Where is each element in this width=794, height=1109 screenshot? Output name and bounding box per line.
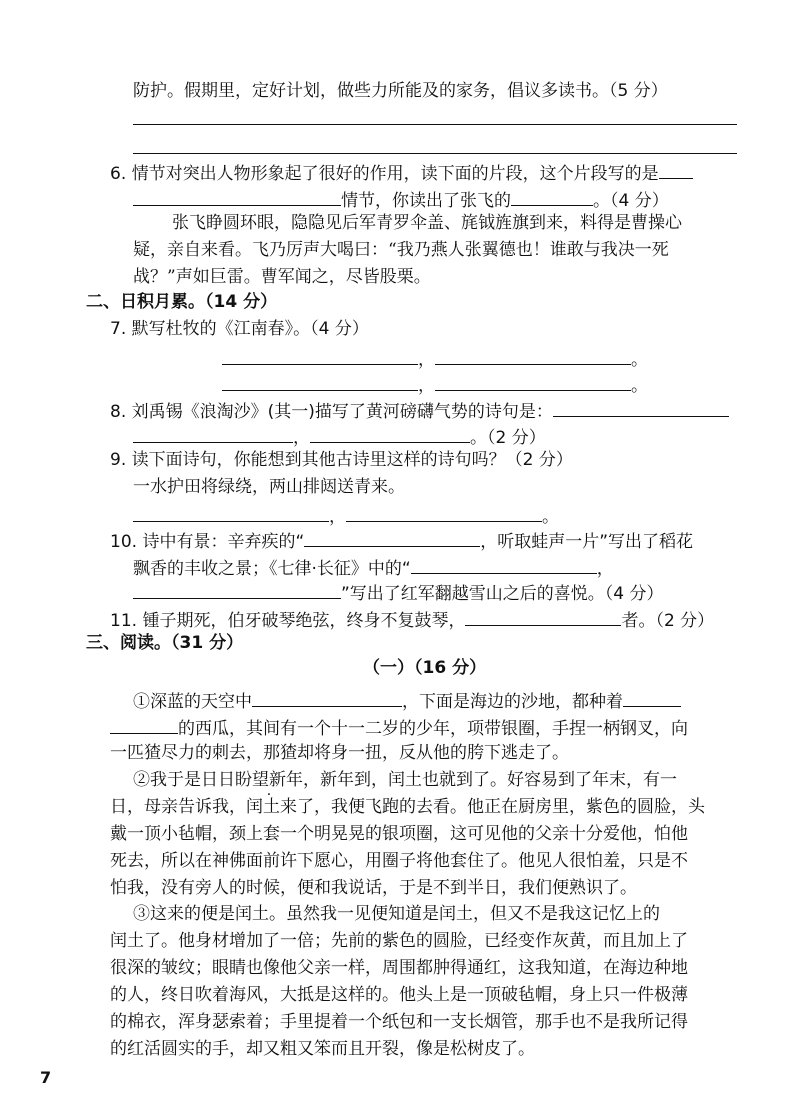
answer-line[interactable] [133, 153, 737, 154]
q6-passage-line: 张飞睁圆环眼，隐隐见后军青罗伞盖、旄钺旌旗到来，料得是曹操心 [172, 213, 682, 233]
q6-passage-line: 疑，亲自来看。飞乃厉声大喝曰：“我乃燕人张翼德也！谁敢与我决一死 [133, 240, 669, 260]
q10-prompt-line2: 飘香的丰收之景；《七律·长征》中的“ ， [133, 555, 614, 580]
q9-prompt: 9. 读下面诗句，你能想到其他古诗里这样的诗句吗？（2 分） [110, 450, 573, 470]
q7-prompt: 7. 默写杜牧的《江南春》。（4 分） [110, 319, 369, 339]
answer-blank[interactable] [435, 372, 631, 391]
answer-blank[interactable] [252, 688, 402, 707]
reading-p3-line3: 很深的皱纹；眼睛也像他父亲一样，周围都肿得通红，这我知道，在海边种地 [110, 958, 688, 978]
answer-blank[interactable] [659, 160, 693, 179]
answer-blank[interactable] [110, 715, 178, 734]
answer-blank[interactable] [133, 580, 341, 599]
reading-p3-line1: ③这来的便是闰土。虽然我一见便知道是闰土，但又不是我这记忆上的 [133, 904, 660, 924]
q7-answer-row: ， 。 [222, 346, 648, 371]
reading-p2-line3: 戴一顶小毡帽，颈上套一个明晃晃的银项圈，这可见他的父亲十分爱他，怕他 [110, 824, 688, 844]
reading-p1-line3: 一匹猹尽力的刺去，那猹却将身一扭，反从他的胯下逃走了。 [110, 743, 569, 763]
q6-passage-line: 战？”声如巨雷。曹军闻之，尽皆股栗。 [133, 267, 431, 287]
q8-prompt-line1: 8. 刘禹锡《浪淘沙》(其一)描写了黄河磅礴气势的诗句是： [110, 398, 729, 423]
section-heading-2: 二、日积月累。（14 分） [86, 292, 278, 312]
reading-p1-line1: ①深蓝的天空中 ，下面是海边的沙地，都种着 [133, 688, 681, 713]
q9-answer-row: ， 。 [133, 503, 559, 528]
reading-p2-line2: 日，母亲告诉我，闰土来了，我便飞跑的去看。他正在厨房里，紫色的圆脸，头 [110, 797, 705, 817]
answer-blank[interactable] [346, 503, 542, 522]
answer-line[interactable] [133, 124, 737, 125]
q5-tail-text: 防护。假期里，定好计划，做些力所能及的家务，倡议多读书。（5 分） [133, 81, 668, 101]
q6-prompt-line1: 6. 情节对突出人物形象起了很好的作用，读下面的片段，这个片段写的是 [110, 160, 693, 185]
section-heading-3: 三、阅读。（31 分） [86, 633, 244, 653]
answer-blank[interactable] [465, 607, 621, 626]
answer-blank[interactable] [133, 424, 293, 443]
emphasis-dotted-text: 盼望新年 [235, 770, 303, 790]
reading-p2-line4: 死去，所以在神佛面前许下愿心，用圈子将他套住了。他见人很怕羞，只是不 [110, 851, 688, 871]
answer-blank[interactable] [310, 424, 470, 443]
reading-p3-line6: 的红活圆实的手，却又粗又笨而且开裂，像是松树皮了。 [110, 1039, 535, 1059]
q7-answer-row: ， 。 [222, 372, 648, 397]
q6-prompt-line2: 情节，你读出了张飞的 。（4 分） [133, 187, 669, 212]
answer-blank[interactable] [133, 503, 329, 522]
answer-blank[interactable] [623, 688, 681, 707]
q11-prompt: 11. 锺子期死，伯牙破琴绝弦，终身不复鼓琴， 者。（2 分） [110, 607, 714, 632]
answer-blank[interactable] [411, 555, 597, 574]
page-number: 7 [40, 1068, 52, 1087]
reading-p3-line5: 的棉衣，浑身瑟索着；手里提着一个纸包和一支长烟管，那手也不是我所记得 [110, 1012, 688, 1032]
q8-prompt-line2: ， 。（2 分） [133, 424, 546, 449]
reading-p2-line5: 怕我，没有旁人的时候，便和我说话，于是不到半日，我们便熟识了。 [110, 878, 637, 898]
q10-prompt-line3: ”写出了红军翻越雪山之后的喜悦。（4 分） [133, 580, 664, 605]
answer-blank[interactable] [304, 528, 480, 547]
answer-blank[interactable] [222, 346, 418, 365]
answer-blank[interactable] [133, 187, 341, 206]
reading-p2-line1: ②我于是日日盼望新年，新年到，闰土也就到了。好容易到了年末，有一 [133, 770, 677, 790]
reading-p1-line2: 的西瓜，其间有一个十一二岁的少年，项带银圈，手捏一柄钢叉，向 [110, 715, 688, 740]
answer-blank[interactable] [511, 187, 593, 206]
q10-prompt-line1: 10. 诗中有景：辛弃疾的“ ，听取蛙声一片”写出了稻花 [110, 528, 693, 553]
answer-blank[interactable] [435, 346, 631, 365]
reading-p3-line4: 的人，终日吹着海风，大抵是这样的。他头上是一顶破毡帽，身上只一件极薄 [110, 985, 688, 1005]
reading-p3-line2: 闰土了。他身材增加了一倍；先前的紫色的圆脸，已经变作灰黄，而且加上了 [110, 931, 688, 951]
q9-poem: 一水护田将绿绕，两山排闼送青来。 [133, 477, 405, 497]
answer-blank[interactable] [553, 398, 729, 417]
answer-blank[interactable] [222, 372, 418, 391]
reading-subheading: （一）（16 分） [363, 658, 487, 678]
